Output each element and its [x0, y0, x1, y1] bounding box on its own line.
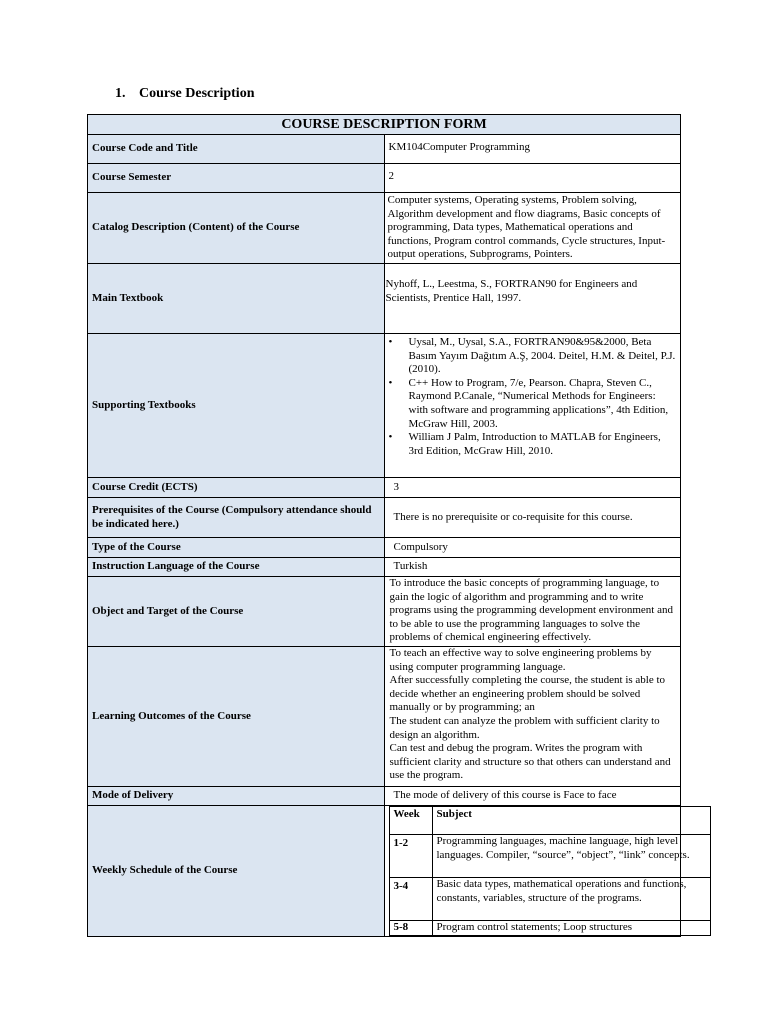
label-prerequisites: Prerequisites of the Course (Compulsory attendance should be indicated here.) [88, 498, 385, 538]
week-cell: 5-8 [389, 921, 432, 936]
value-semester: 2 [384, 164, 681, 193]
table-row [389, 878, 710, 921]
label-objective: Object and Target of the Course [88, 577, 385, 647]
form-title-row [88, 115, 681, 135]
value-learning-outcomes [384, 647, 681, 787]
form-title: COURSE DESCRIPTION FORM [88, 115, 681, 135]
row-catalog [88, 193, 681, 264]
week-cell: 1-2 [389, 835, 432, 878]
row-instruction-language [88, 558, 681, 577]
label-learning-outcomes: Learning Outcomes of the Course [88, 647, 385, 787]
value-weekly-schedule [384, 806, 690, 937]
table-row [389, 921, 710, 936]
value-objective: To introduce the basic concepts of programming language, to gain the logic of algorithm and programming and to write programs using the programming development environment and to be able to use the programming languages to solve the problems of chemical engineering effectively. [384, 577, 681, 647]
section-title: Course Description [139, 86, 255, 101]
row-learning-outcomes [88, 647, 681, 787]
value-instruction-language: Turkish [384, 558, 681, 577]
section-number: 1. [115, 86, 126, 101]
subject-column-header: Subject [432, 807, 710, 835]
section-heading [115, 86, 255, 102]
week-column-header: Week [389, 807, 432, 835]
label-delivery: Mode of Delivery [88, 787, 385, 806]
row-credit [88, 478, 681, 498]
value-catalog: Computer systems, Operating systems, Problem solving, Algorithm development and flow diagrams, Basic concepts of programming, Data types, Mathematical operations and functions, Program control commands, Cycle structures, Input-output operations, Subprograms, Pointers. [384, 193, 681, 264]
outcome-line: To teach an effective way to solve engineering problems by using computer programming language. [389, 647, 652, 673]
label-credit: Course Credit (ECTS) [88, 478, 385, 498]
value-main-textbook: Nyhoff, L., Leestma, S., FORTRAN90 for Engineers and Scientists, Prentice Hall, 1997. [384, 264, 681, 334]
weekly-schedule-table [389, 806, 711, 936]
outcome-line: After successfully completing the course, the student is able to decide whether an engineering problem should be solved manually or by programming; an [389, 674, 666, 714]
row-objective [88, 577, 681, 647]
outcome-line: Can test and debug the program. Writes the program with sufficient clarity and structure so that others can understand and use the program. [389, 742, 671, 782]
row-weekly-schedule [88, 806, 681, 937]
row-supporting-textbooks [88, 334, 681, 478]
value-delivery: The mode of delivery of this course is Face to face [384, 787, 681, 806]
label-main-textbook: Main Textbook [88, 264, 385, 334]
label-course-type: Type of the Course [88, 538, 385, 558]
value-credit: 3 [384, 478, 681, 498]
value-course-code: KM104Computer Programming [384, 135, 681, 164]
row-delivery [88, 787, 681, 806]
row-course-code [88, 135, 681, 164]
label-semester: Course Semester [88, 164, 385, 193]
row-main-textbook [88, 264, 681, 334]
supporting-textbook-list [389, 336, 677, 458]
subject-cell: Programming languages, machine language, high level languages. Compiler, “source”, “object”, “link” concepts. [432, 835, 710, 878]
subject-cell: Basic data types, mathematical operations and functions, constants, variables, structure of the programs. [432, 878, 710, 921]
value-supporting-textbooks [384, 334, 681, 478]
label-instruction-language: Instruction Language of the Course [88, 558, 385, 577]
outcome-line: The student can analyze the problem with sufficient clarity to design an algorithm. [389, 714, 660, 741]
label-course-code: Course Code and Title [88, 135, 385, 164]
list-item: • C++ How to Program, 7/e, Pearson. Chapra, Steven C., Raymond P.Canale, “Numerical Methods for Engineers: with software and programming applications”, 4th Edition, McGraw Hill, 2003. [409, 377, 677, 431]
row-semester [88, 164, 681, 193]
value-course-type: Compulsory [384, 538, 681, 558]
subject-cell: Program control statements; Loop structures [432, 921, 710, 936]
list-item: • William J Palm, Introduction to MATLAB for Engineers, 3rd Edition, McGraw Hill, 2010. [409, 431, 677, 458]
list-item: • Uysal, M., Uysal, S.A., FORTRAN90&95&2000, Beta Basım Yayım Dağıtım A.Ş, 2004. Deitel, H.M. & Deitel, P.J. (2010). [409, 336, 677, 377]
schedule-header-row [389, 807, 710, 835]
label-supporting-textbooks: Supporting Textbooks [88, 334, 385, 478]
table-row [389, 835, 710, 878]
label-catalog: Catalog Description (Content) of the Course [88, 193, 385, 264]
week-cell: 3-4 [389, 878, 432, 921]
row-course-type [88, 538, 681, 558]
course-description-table [87, 114, 690, 937]
value-prerequisites: There is no prerequisite or co-requisite for this course. [384, 498, 681, 538]
label-weekly-schedule: Weekly Schedule of the Course [88, 806, 385, 937]
row-prerequisites [88, 498, 681, 538]
